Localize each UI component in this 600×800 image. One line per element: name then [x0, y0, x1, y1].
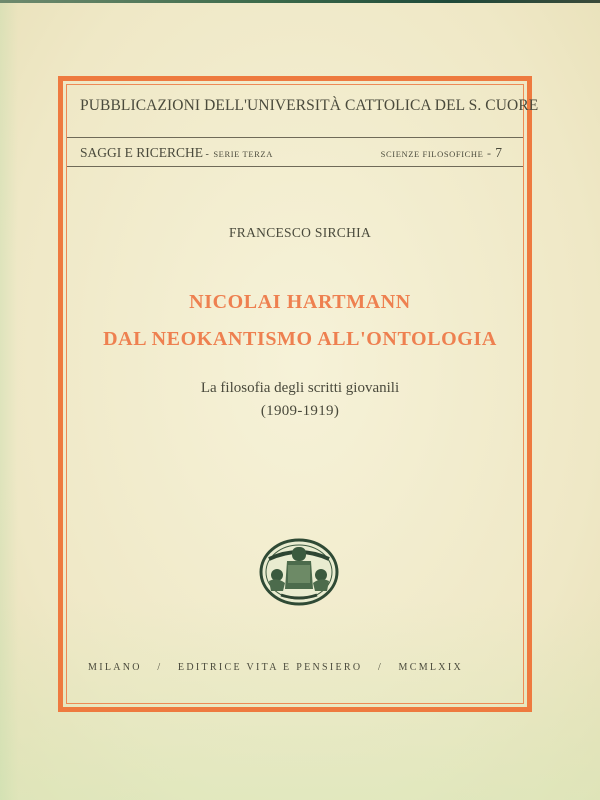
imprint-separator: /	[157, 662, 163, 673]
year-range: (1909-1919)	[260, 403, 340, 419]
publisher-imprint	[88, 662, 463, 673]
series-name	[80, 145, 273, 161]
imprint-separator: /	[377, 662, 384, 673]
author-name: FRANCESCO SIRCHIA	[228, 225, 371, 240]
series-separator: -	[203, 149, 212, 160]
divider-rule	[67, 166, 523, 167]
series-label: SAGGI E RICERCHE	[80, 145, 204, 160]
series-subject	[381, 145, 502, 161]
book-subtitle: La filosofia degli scritti giovanili	[200, 380, 400, 396]
cover-top-edge	[0, 0, 600, 3]
book-title-line-1: NICOLAI HARTMANN	[189, 291, 411, 313]
imprint-publisher: EDITRICE VITA E PENSIERO	[177, 662, 363, 673]
divider-rule	[67, 137, 523, 138]
series-subtitle: SERIE TERZA	[213, 149, 273, 159]
university-seal-icon	[257, 537, 341, 607]
imprint-year: MCMLXIX	[398, 662, 463, 673]
book-title-line-2: DAL NEOKANTISMO ALL'ONTOLOGIA	[103, 328, 497, 350]
subject-separator: -	[483, 146, 496, 160]
subject-label: SCIENZE FILOSOFICHE	[380, 149, 484, 159]
volume-number: 7	[495, 145, 502, 160]
publisher-series-title: PUBBLICAZIONI DELL'UNIVERSITÀ CATTOLICA DEL S. CUORE	[80, 97, 539, 114]
imprint-city: MILANO	[88, 662, 142, 673]
